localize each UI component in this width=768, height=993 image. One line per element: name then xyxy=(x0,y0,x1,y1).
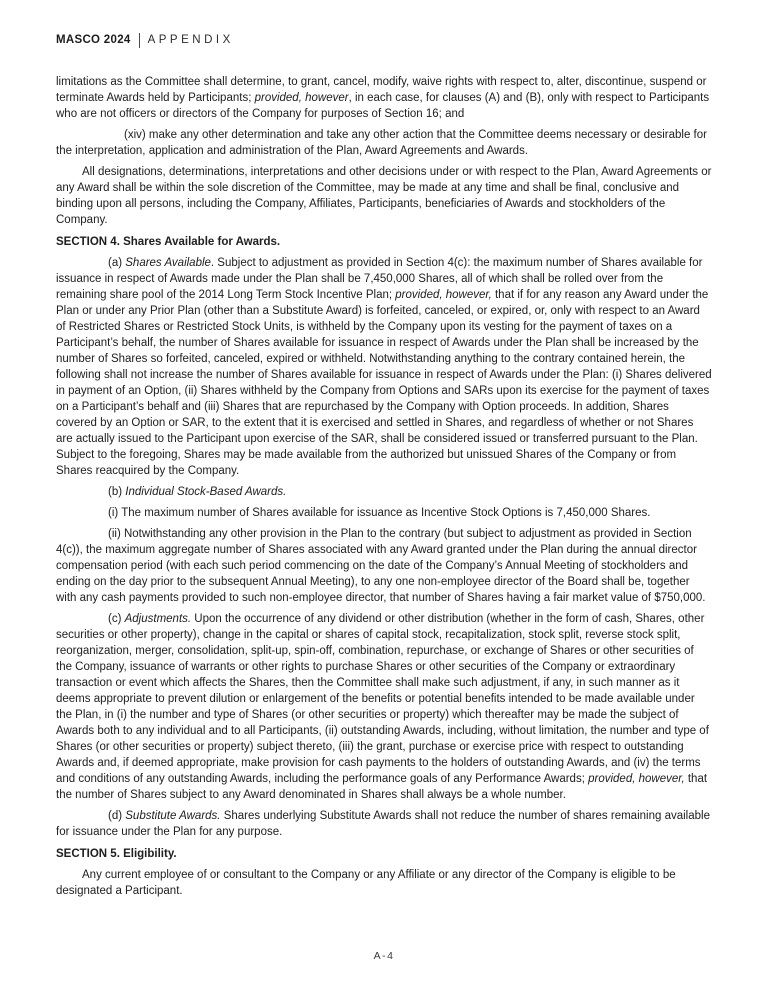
text-run: provided, however xyxy=(254,92,349,104)
header-divider xyxy=(139,33,140,48)
paragraph-substitute-awards xyxy=(56,808,712,840)
paragraph-designations xyxy=(56,164,712,228)
paragraph-director-limit xyxy=(56,526,712,606)
page-footer xyxy=(0,948,768,964)
text-run: Individual Stock-Based Awards. xyxy=(125,486,287,498)
page-number: A-4 xyxy=(373,950,395,962)
text-run: (d) xyxy=(108,810,126,822)
text-run: SECTION 4. Shares Available for Awards. xyxy=(56,236,281,248)
text-run: provided, however, xyxy=(395,289,492,301)
paragraph-shares-available xyxy=(56,255,712,479)
page-header xyxy=(56,32,712,48)
text-run: (i) The maximum number of Shares available for issuance as Incentive Stock Options is 7,450,000 Shares. xyxy=(108,507,651,519)
text-run: (b) xyxy=(108,486,126,498)
text-run: (ii) Notwithstanding any other provision in the Plan to the contrary (but subject to adjustment as provided in Section 4(c)), the maximum aggregate number of Shares associated with any Award granted under the Plan during the annual director compensation period (with each such period commencing on the date of the Company’s Annual Meeting of stockholders and ending on the day prior to the subsequent Annual Meeting), to any one non-employee director of the Board shall be, together with any cash payments provided to such non-employee director, that number of Shares having a fair market value of $750,000. xyxy=(56,528,706,604)
text-run: Upon the occurrence of any dividend or other distribution (whether in the form of cash, Shares, other securities or other property), change in the capital or shares of capital stock, recapitalization, stock split, reverse stock split, reorganization, merger, consolidation, split-up, spin-off, combination, repurchase, or exchange of Shares or other securities of the Company, issuance of warrants or other rights to purchase Shares or other securities of the Company or extraordinary transaction or event which affects the Shares, then the Committee shall make such adjustment, if any, in such manner as it deems appropriate to prevent dilution or enlargement of the benefits or potential benefits intended to be made available under the Plan, in (i) the number and type of Shares (or other securities or property) which thereafter may be made the subject of Awards both to any individual and to all Participants, (ii) outstanding Awards, including, without limitation, the number and type of Shares (or other securities or property) subject thereto, (iii) the grant, purchase or exercise price with respect to outstanding Awards and, if deemed appropriate, make provision for cash payments to the holders of outstanding Awards, and (iv) the terms and conditions of any outstanding Awards, including the performance goals of any Performance Awards; xyxy=(56,613,709,785)
brand-name: MASCO 2024 xyxy=(56,34,131,46)
text-run: SECTION 5. Eligibility. xyxy=(56,848,177,860)
section-5-heading xyxy=(56,846,712,862)
paragraph-eligibility xyxy=(56,867,712,899)
section-4-heading xyxy=(56,234,712,250)
text-run: limitations as the Committee shall determine, to grant, cancel, modify, waive rights with respect to, alter, discontinue, suspend or terminate Awards held by Participants; xyxy=(56,76,707,104)
paragraph-iso-limit xyxy=(56,505,712,521)
paragraph-continuation xyxy=(56,74,712,122)
text-run: , in each case, for clauses (A) and (B), only with respect to Participants who are not officers or directors of the Company for purposes of Section 16; and xyxy=(56,92,710,120)
document-body xyxy=(56,74,712,899)
text-run: Shares underlying Substitute Awards shall not reduce the number of shares remaining available for issuance under the Plan for any purpose. xyxy=(56,810,710,838)
text-run: (a) xyxy=(108,257,126,269)
text-run: Adjustments. xyxy=(124,613,192,625)
text-run: . Subject to adjustment as provided in Section 4(c): the maximum number of Shares available for issuance in respect of Awards made under the Plan shall be 7,450,000 Shares, all of which shall be rolled over from the remaining share pool of the 2014 Long Term Stock Incentive Plan; xyxy=(56,257,703,301)
paragraph-individual-stock-based-awards xyxy=(56,484,712,500)
text-run: (c) xyxy=(108,613,125,625)
header-section-label: APPENDIX xyxy=(147,34,234,46)
text-run: that the number of Shares subject to any Award denominated in Shares shall always be a whole number. xyxy=(56,773,708,801)
text-run: Shares Available xyxy=(125,257,211,269)
text-run: provided, however, xyxy=(588,773,685,785)
text-run: All designations, determinations, interpretations and other decisions under or with respect to the Plan, Award Agreements or any Award shall be within the sole discretion of the Committee, may be made at any time and shall be final, conclusive and binding upon all persons, including the Company, Affiliates, Participants, beneficiaries of Awards and stockholders of the Company. xyxy=(56,166,712,226)
paragraph-adjustments xyxy=(56,611,712,803)
paragraph-clause-xiv xyxy=(56,127,712,159)
text-run: Any current employee of or consultant to the Company or any Affiliate or any director of the Company is eligible to be designated a Participant. xyxy=(56,869,676,897)
text-run: (xiv) make any other determination and take any other action that the Committee deems necessary or desirable for the interpretation, application and administration of the Plan, Award Agreements and Awards. xyxy=(56,129,707,157)
text-run: that if for any reason any Award under the Plan or under any Prior Plan (other than a Substitute Award) is forfeited, canceled, or expired, or, only with respect to an Award of Restricted Shares or Restricted Stock Units, is withheld by the Company upon its vesting for the payment of taxes on a Participant’s behalf, the number of Shares available for issuance in respect of Awards under the Plan shall be increased by the number of Shares so forfeited, canceled, expired or withheld. Notwithstanding anything to the contrary contained herein, the following shall not increase the number of Shares available for issuance in respect of Awards under the Plan: (i) Shares delivered in payment of an Option, (ii) Shares withheld by the Company from Options and SARs upon its exercise for the payment of taxes on a Participant’s behalf and (iii) Shares that are repurchased by the Company with Option proceeds. In addition, Shares covered by an Option or SAR, to the extent that it is exercised and settled in Shares, and regardless of whether or not Shares are actually issued to the Participant upon exercise of the SAR, shall be considered issued or transferred pursuant to the Plan. Subject to the foregoing, Shares may be made available from the authorized but unissued Shares of the Company or from Shares reacquired by the Company. xyxy=(56,289,712,477)
text-run: Substitute Awards. xyxy=(125,810,221,822)
